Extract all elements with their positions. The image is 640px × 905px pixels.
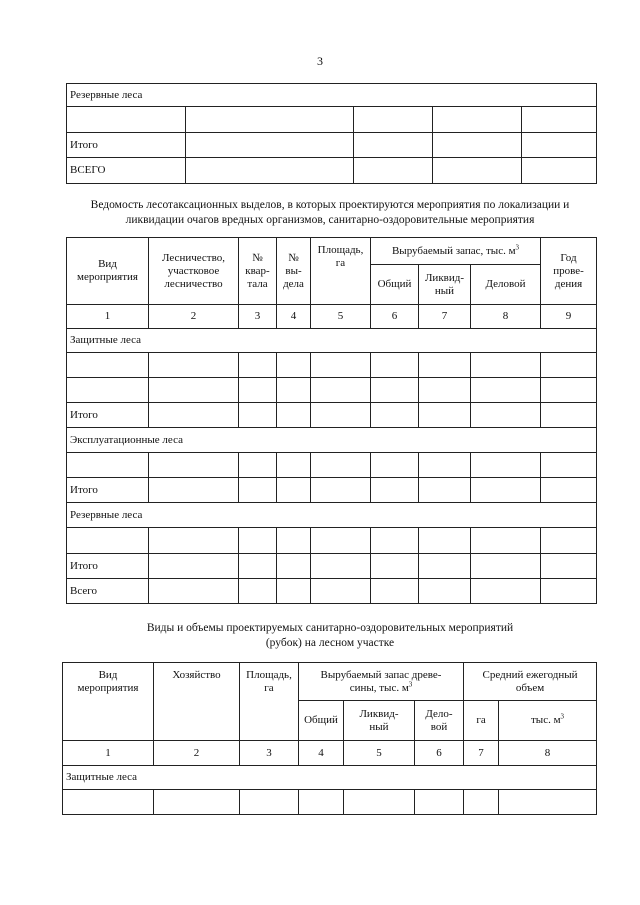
column-number: 5 <box>311 305 371 329</box>
table-cell <box>499 790 597 815</box>
table-cell <box>419 478 471 503</box>
header-avg-volume: Средний ежегодный объем <box>464 663 597 701</box>
table-cell <box>186 107 354 133</box>
table-cell <box>186 158 354 184</box>
table-cell <box>471 528 541 554</box>
table-cell <box>149 478 239 503</box>
column-number: 1 <box>67 305 149 329</box>
table-cell <box>471 453 541 478</box>
table-cell <box>433 158 522 184</box>
column-number: 7 <box>419 305 471 329</box>
sanitary-volumes-table <box>62 662 597 815</box>
header-area: Площадь, га <box>240 663 299 741</box>
table-cell <box>149 453 239 478</box>
section-protective: Защитные леса <box>63 766 597 790</box>
itogo-label: Итого <box>67 403 149 428</box>
table-cell <box>371 528 419 554</box>
title-line: Виды и объемы проектируемых санитарно-оздоровительных мероприятий <box>146 622 514 634</box>
table-cell <box>522 133 597 158</box>
table-cell <box>277 353 311 378</box>
table-cell <box>277 478 311 503</box>
table-cell <box>154 790 240 815</box>
header-ha: га <box>464 701 499 741</box>
table-cell <box>371 579 419 604</box>
table-cell <box>311 353 371 378</box>
table-cell <box>419 453 471 478</box>
table-cell <box>541 554 597 579</box>
table-cell <box>67 528 149 554</box>
column-number: 2 <box>149 305 239 329</box>
column-number: 7 <box>464 741 499 766</box>
table-cell <box>311 378 371 403</box>
page-number: 3 <box>317 54 323 68</box>
column-number: 3 <box>239 305 277 329</box>
section-exploitation: Эксплуатационные леса <box>67 428 597 453</box>
header-farm: Хозяйство <box>154 663 240 741</box>
table-cell <box>471 579 541 604</box>
table-cell <box>239 579 277 604</box>
table-cell <box>311 403 371 428</box>
header-total: Общий <box>371 265 419 305</box>
title-line: ликвидации очагов вредных организмов, санитарно-оздоровительные мероприятия <box>125 214 535 226</box>
table-cell <box>277 378 311 403</box>
header-thousand-m3: тыс. $м^3$ <box>499 701 597 741</box>
header-year: Год прове- дения <box>541 238 597 305</box>
table-cell <box>471 403 541 428</box>
table-cell <box>419 378 471 403</box>
table-cell <box>371 378 419 403</box>
table-cell <box>371 478 419 503</box>
table-cell <box>149 353 239 378</box>
table-cell <box>67 107 186 133</box>
table-cell <box>541 579 597 604</box>
table-cell <box>522 107 597 133</box>
column-number: 4 <box>299 741 344 766</box>
table-cell <box>541 478 597 503</box>
column-number: 1 <box>63 741 154 766</box>
table-cell <box>149 579 239 604</box>
table-cell <box>311 554 371 579</box>
section-protective: Защитные леса <box>67 329 597 353</box>
header-liquid: Ликвид- ный <box>419 265 471 305</box>
header-quarter: № квар- тала <box>239 238 277 305</box>
column-number: 6 <box>415 741 464 766</box>
header-type: Вид мероприятия <box>67 238 149 305</box>
column-number: 2 <box>154 741 240 766</box>
table-cell <box>371 554 419 579</box>
table-cell <box>239 378 277 403</box>
table-cell <box>239 478 277 503</box>
table-cell <box>541 403 597 428</box>
table-cell <box>419 403 471 428</box>
table-cell <box>371 353 419 378</box>
table-cell <box>354 107 433 133</box>
table-cell <box>371 403 419 428</box>
table-cell <box>311 579 371 604</box>
table-cell <box>186 133 354 158</box>
table-cell <box>67 378 149 403</box>
table-cell <box>371 453 419 478</box>
title-line: Ведомость лесотаксационных выделов, в которых проектируются мероприятия по локализации и <box>90 199 570 211</box>
table-cell <box>239 554 277 579</box>
table-cell <box>464 790 499 815</box>
table-cell <box>344 790 415 815</box>
header-total: Общий <box>299 701 344 741</box>
title-vidy <box>60 621 600 651</box>
header-vydel: № вы- дела <box>277 238 311 305</box>
table-cell <box>471 353 541 378</box>
table-cell <box>149 554 239 579</box>
table-cell <box>299 790 344 815</box>
table-cell <box>239 453 277 478</box>
column-number: 4 <box>277 305 311 329</box>
table-cell <box>277 579 311 604</box>
column-number: 8 <box>471 305 541 329</box>
table-cell <box>354 158 433 184</box>
table-cell <box>311 453 371 478</box>
title-vedomost <box>60 198 600 228</box>
table-cell <box>419 579 471 604</box>
table-cell <box>149 403 239 428</box>
reserve-summary-table <box>66 83 597 184</box>
header-type: Вид мероприятия <box>63 663 154 741</box>
header-forestry: Лесничество, участковое лесничество <box>149 238 239 305</box>
table-cell <box>239 403 277 428</box>
table-cell <box>354 133 433 158</box>
column-number: 6 <box>371 305 419 329</box>
header-business: Деловой <box>471 265 541 305</box>
table-cell <box>311 478 371 503</box>
table-cell <box>433 107 522 133</box>
table-cell <box>149 378 239 403</box>
table-cell <box>541 528 597 554</box>
table-cell <box>277 554 311 579</box>
section-reserve: Резервные леса <box>67 503 597 528</box>
column-number: 3 <box>240 741 299 766</box>
header-business: Дело- вой <box>415 701 464 741</box>
table-cell <box>541 378 597 403</box>
table-cell <box>433 133 522 158</box>
table-cell <box>419 554 471 579</box>
table-cell <box>63 790 154 815</box>
table-cell <box>149 528 239 554</box>
table-cell <box>419 353 471 378</box>
column-number: 8 <box>499 741 597 766</box>
table-cell <box>541 353 597 378</box>
header-liquid: Ликвид- ный <box>344 701 415 741</box>
table-cell <box>541 453 597 478</box>
table-cell <box>311 528 371 554</box>
table-cell <box>67 453 149 478</box>
column-number: 9 <box>541 305 597 329</box>
table-cell <box>67 353 149 378</box>
table-cell <box>419 528 471 554</box>
itogo-label: Итого <box>67 478 149 503</box>
section-label-reserve: Резервные леса <box>67 84 597 107</box>
title-line: (рубок) на лесном участке <box>265 637 395 649</box>
table-cell <box>471 478 541 503</box>
table-cell <box>239 353 277 378</box>
vsego-label: ВСЕГО <box>67 158 186 184</box>
itogo-label: Итого <box>67 133 186 158</box>
table-cell <box>277 403 311 428</box>
table-cell <box>522 158 597 184</box>
table-cell <box>471 554 541 579</box>
table-cell <box>277 528 311 554</box>
table-cell <box>239 528 277 554</box>
vsego-label: Всего <box>67 579 149 604</box>
table-cell <box>415 790 464 815</box>
table-cell <box>240 790 299 815</box>
table-cell <box>277 453 311 478</box>
header-stock: Вырубаемый запас, тыс. $м^3$ <box>371 238 541 265</box>
vedomost-table <box>66 237 597 604</box>
table-cell <box>471 378 541 403</box>
column-number: 5 <box>344 741 415 766</box>
header-area: Площадь, га <box>311 238 371 305</box>
header-stock: Вырубаемый запас древе- сины, тыс. $м^3$ <box>299 663 464 701</box>
itogo-label: Итого <box>67 554 149 579</box>
